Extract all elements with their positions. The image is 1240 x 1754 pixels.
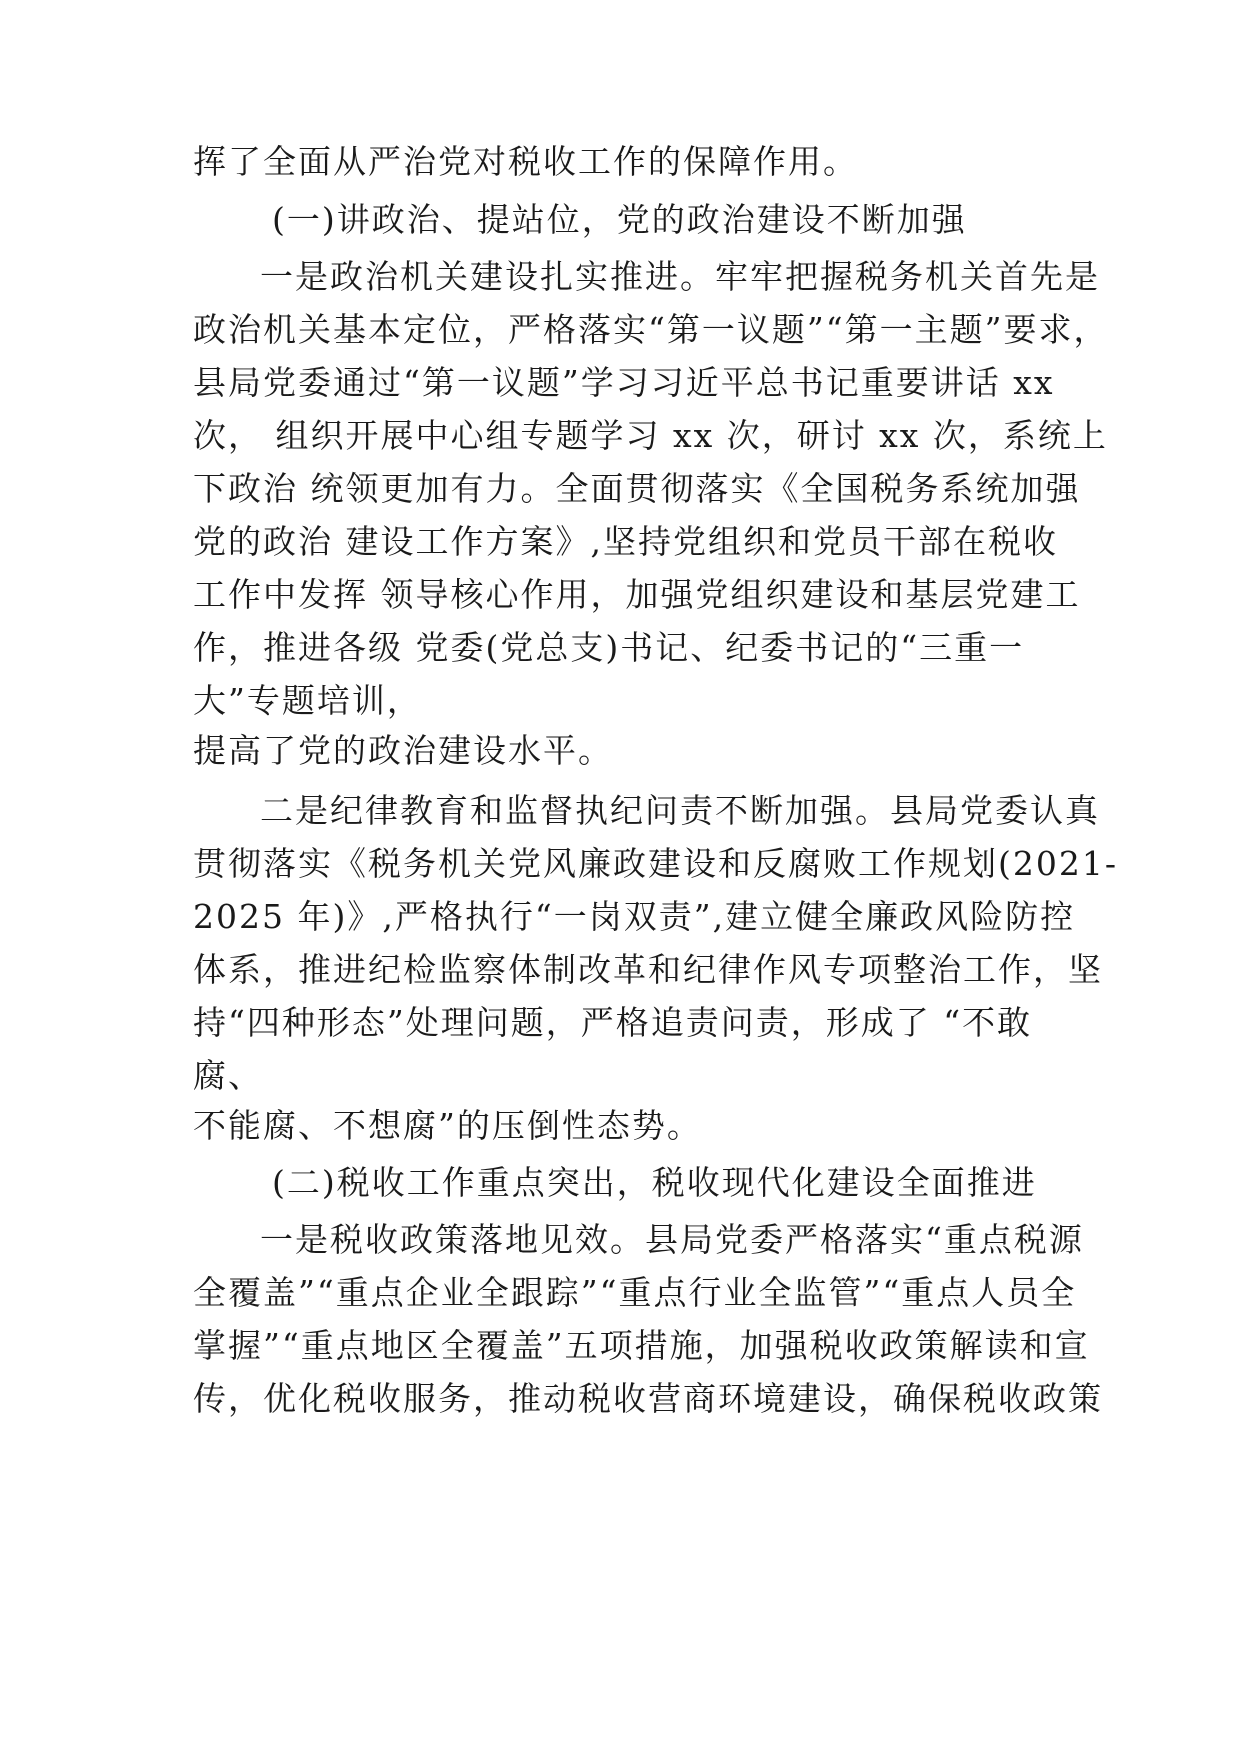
section-heading-2: (二)税收工作重点突出，税收现代化建设全面推进 xyxy=(272,1163,1037,1202)
text-line: 二是纪律教育和监督执纪问责不断加强。县局党委认真 xyxy=(260,791,1100,830)
text-line: 政治机关基本定位，严格落实“第一议题”“第一主题”要求， xyxy=(193,310,1109,349)
text-line: 体系，推进纪检监察体制改革和纪律作风专项整治工作，坚 xyxy=(193,950,1103,989)
text-line: 工作中发挥 领导核心作用，加强党组织建设和基层党建工 xyxy=(193,575,1081,614)
text-line: 2025 年)》,严格执行“一岗双责”,建立健全廉政风险防控 xyxy=(193,897,1076,936)
text-line: 腐、 xyxy=(193,1056,263,1095)
text-line: 持“四种形态”处理问题，严格追责问责，形成了 “不敢 xyxy=(193,1003,1033,1042)
text-line: 次， 组织开展中心组专题学习 xx 次，研讨 xx 次，系统上 xyxy=(193,416,1108,455)
text-line: 大”专题培训， xyxy=(193,681,422,720)
text-line: 提高了党的政治建设水平。 xyxy=(193,731,613,770)
text-line: 掌握”“重点地区全覆盖”五项措施，加强税收政策解读和宣 xyxy=(193,1326,1090,1365)
text-line: 一是税收政策落地见效。县局党委严格落实“重点税源 xyxy=(260,1220,1084,1259)
text-line: 不能腐、不想腐”的压倒性态势。 xyxy=(193,1106,702,1145)
section-heading-1: (一)讲政治、提站位，党的政治建设不断加强 xyxy=(272,200,967,239)
text-line: 全覆盖”“重点企业全跟踪”“重点行业全监管”“重点人员全 xyxy=(193,1273,1077,1312)
text-line: 党的政治 建设工作方案》,坚持党组织和党员干部在税收 xyxy=(193,522,1058,561)
text-line: 下政治 统领更加有力。全面贯彻落实《全国税务系统加强 xyxy=(193,469,1081,508)
text-line: 挥了全面从严治党对税收工作的保障作用。 xyxy=(193,142,858,181)
text-line: 贯彻落实《税务机关党风廉政建设和反腐败工作规划(2021- xyxy=(193,844,1119,883)
text-line: 传，优化税收服务，推动税收营商环境建设，确保税收政策 xyxy=(193,1379,1103,1418)
text-line: 县局党委通过“第一议题”学习习近平总书记重要讲话 xx xyxy=(193,363,1055,402)
text-line: 一是政治机关建设扎实推进。牢牢把握税务机关首先是 xyxy=(260,257,1100,296)
text-line: 作，推进各级 党委(党总支)书记、纪委书记的“三重一 xyxy=(193,628,1025,667)
